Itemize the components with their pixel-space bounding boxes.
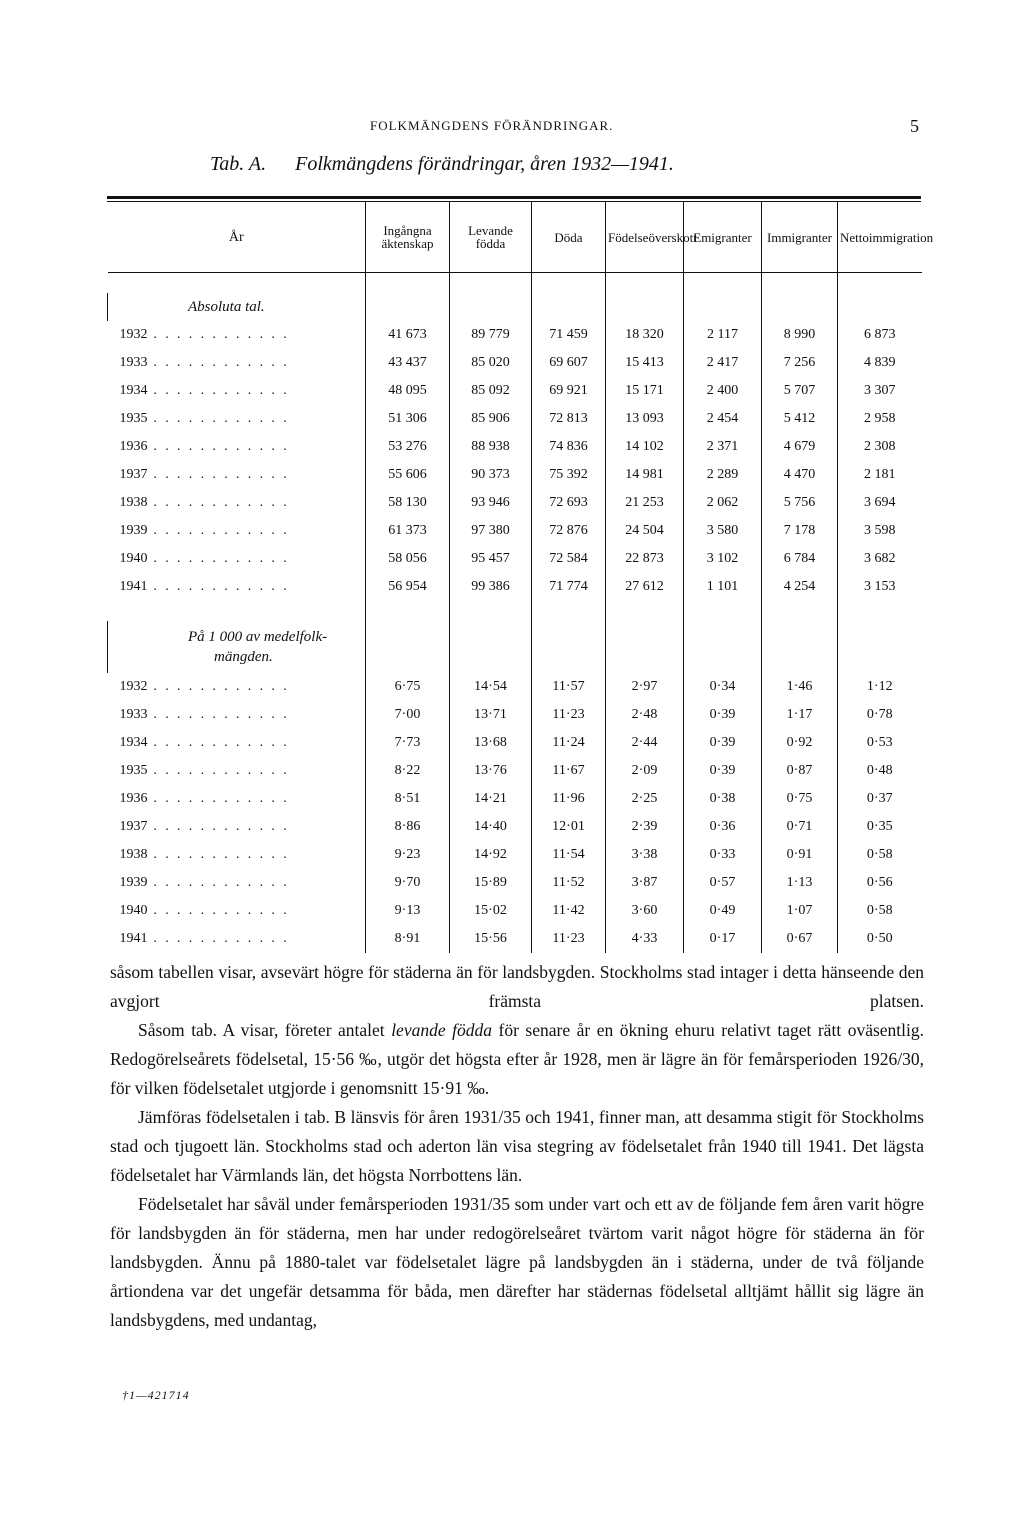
value-cell: 8·86	[366, 813, 450, 841]
per-thousand-rows	[108, 673, 922, 953]
year-cell: 1934 . . . . . . . . . . . .	[119, 383, 290, 398]
year-cell: 1940 . . . . . . . . . . . .	[119, 903, 290, 918]
value-cell: 13 093	[606, 405, 684, 433]
paragraph-1: såsom tabellen visar, avsevärt högre för städerna än för landsbygden. Stockholms stad intager i detta hänseende den avgjort främsta platsen.	[110, 962, 924, 1011]
section-label-per-thousand-1: På 1 000 av medelfolk-	[188, 629, 328, 645]
value-cell: 0·58	[838, 897, 922, 925]
year-cell: 1933 . . . . . . . . . . . .	[119, 707, 290, 722]
value-cell: 14 102	[606, 433, 684, 461]
per_thousand-row	[108, 785, 922, 813]
value-cell: 2·44	[606, 729, 684, 757]
value-cell: 1·17	[762, 701, 838, 729]
value-cell: 14·21	[450, 785, 532, 813]
table-title: Folkmängdens förändringar, åren 1932—1941.	[295, 153, 674, 175]
value-cell: 2 289	[684, 461, 762, 489]
value-cell: 2 371	[684, 433, 762, 461]
value-cell: 0·91	[762, 841, 838, 869]
value-cell: 0·56	[838, 869, 922, 897]
value-cell: 7 256	[762, 349, 838, 377]
col-header-net-immigration: Nettoimmigration	[838, 202, 922, 272]
year-cell: 1941 . . . . . . . . . . . .	[119, 931, 290, 946]
page-header	[0, 116, 1024, 138]
value-cell: 95 457	[450, 545, 532, 573]
absolute-row	[108, 517, 922, 545]
year-label: 1934	[119, 383, 148, 398]
value-cell: 1·07	[762, 897, 838, 925]
per_thousand-row	[108, 925, 922, 953]
value-cell: 2 400	[684, 377, 762, 405]
value-cell: 85 906	[450, 405, 532, 433]
year-cell: 1937 . . . . . . . . . . . .	[119, 819, 290, 834]
year-cell: 1932 . . . . . . . . . . . .	[119, 327, 290, 342]
value-cell: 11·67	[532, 757, 606, 785]
value-cell: 3 307	[838, 377, 922, 405]
value-cell: 1 101	[684, 573, 762, 601]
value-cell: 72 584	[532, 545, 606, 573]
absolute-row	[108, 433, 922, 461]
year-label: 1941	[119, 579, 148, 594]
value-cell: 0·50	[838, 925, 922, 953]
col-header-emigrants: Emigranter	[684, 202, 762, 272]
value-cell: 2·48	[606, 701, 684, 729]
value-cell: 11·24	[532, 729, 606, 757]
value-cell: 14·54	[450, 673, 532, 701]
year-label: 1936	[119, 439, 148, 454]
value-cell: 69 921	[532, 377, 606, 405]
value-cell: 1·12	[838, 673, 922, 701]
value-cell: 4 679	[762, 433, 838, 461]
value-cell: 69 607	[532, 349, 606, 377]
value-cell: 5 756	[762, 489, 838, 517]
value-cell: 0·71	[762, 813, 838, 841]
value-cell: 2 117	[684, 321, 762, 349]
value-cell: 13·71	[450, 701, 532, 729]
year-cell: 1939 . . . . . . . . . . . .	[119, 523, 290, 538]
italic-term: levande födda	[391, 1020, 492, 1040]
value-cell: 3·87	[606, 869, 684, 897]
value-cell: 72 813	[532, 405, 606, 433]
per_thousand-row	[108, 841, 922, 869]
value-cell: 89 779	[450, 321, 532, 349]
year-cell: 1934 . . . . . . . . . . . .	[119, 735, 290, 750]
value-cell: 11·23	[532, 925, 606, 953]
value-cell: 58 056	[366, 545, 450, 573]
value-cell: 5 707	[762, 377, 838, 405]
year-cell: 1933 . . . . . . . . . . . .	[119, 355, 290, 370]
year-label: 1938	[119, 847, 148, 862]
value-cell: 0·57	[684, 869, 762, 897]
value-cell: 12·01	[532, 813, 606, 841]
value-cell: 4 839	[838, 349, 922, 377]
per_thousand-row	[108, 869, 922, 897]
value-cell: 11·54	[532, 841, 606, 869]
value-cell: 0·49	[684, 897, 762, 925]
value-cell: 8 990	[762, 321, 838, 349]
absolute-row	[108, 461, 922, 489]
value-cell: 0·38	[684, 785, 762, 813]
value-cell: 14·92	[450, 841, 532, 869]
value-cell: 4 254	[762, 573, 838, 601]
year-cell: 1938 . . . . . . . . . . . .	[119, 495, 290, 510]
value-cell: 72 876	[532, 517, 606, 545]
section-per-thousand	[108, 621, 922, 673]
year-cell: 1936 . . . . . . . . . . . .	[119, 439, 290, 454]
value-cell: 8·91	[366, 925, 450, 953]
section-label-absolute: Absoluta tal.	[108, 293, 366, 321]
year-label: 1937	[119, 467, 148, 482]
year-cell: 1939 . . . . . . . . . . . .	[119, 875, 290, 890]
value-cell: 2 417	[684, 349, 762, 377]
value-cell: 15·56	[450, 925, 532, 953]
value-cell: 0·87	[762, 757, 838, 785]
table-label: Tab. A.	[210, 153, 267, 175]
value-cell: 7·00	[366, 701, 450, 729]
section-absolute	[108, 293, 922, 321]
value-cell: 6·75	[366, 673, 450, 701]
value-cell: 43 437	[366, 349, 450, 377]
value-cell: 3 153	[838, 573, 922, 601]
value-cell: 2·09	[606, 757, 684, 785]
value-cell: 90 373	[450, 461, 532, 489]
value-cell: 6 784	[762, 545, 838, 573]
value-cell: 11·23	[532, 701, 606, 729]
paragraph-3: Jämföras födelsetalen i tab. B länsvis för åren 1931/35 och 1941, finner man, att desamma stigit för Stockholms stad och tjugoett län. Stockholms stad och aderton län visa stegring av födelsetalet från 1940 till 1941. Det lägsta födelsetalet har Värmlands län, det högsta Norrbottens län.	[110, 1107, 924, 1185]
print-signature: †1—421714	[122, 1388, 190, 1402]
value-cell: 11·42	[532, 897, 606, 925]
value-cell: 2 308	[838, 433, 922, 461]
table-top-rule	[107, 196, 921, 199]
absolute-row	[108, 489, 922, 517]
year-label: 1935	[119, 763, 148, 778]
value-cell: 7 178	[762, 517, 838, 545]
value-cell: 85 020	[450, 349, 532, 377]
col-header-marriages: Ingångna äktenskap	[366, 202, 450, 272]
value-cell: 53 276	[366, 433, 450, 461]
value-cell: 0·92	[762, 729, 838, 757]
value-cell: 0·33	[684, 841, 762, 869]
body-text	[110, 958, 924, 1335]
value-cell: 13·76	[450, 757, 532, 785]
year-cell: 1935 . . . . . . . . . . . .	[119, 763, 290, 778]
absolute-row	[108, 405, 922, 433]
value-cell: 7·73	[366, 729, 450, 757]
absolute-row	[108, 545, 922, 573]
value-cell: 1·13	[762, 869, 838, 897]
col-header-immigrants: Immigranter	[762, 202, 838, 272]
year-cell: 1937 . . . . . . . . . . . .	[119, 467, 290, 482]
year-label: 1938	[119, 495, 148, 510]
value-cell: 55 606	[366, 461, 450, 489]
value-cell: 13·68	[450, 729, 532, 757]
value-cell: 22 873	[606, 545, 684, 573]
value-cell: 1·46	[762, 673, 838, 701]
year-label: 1937	[119, 819, 148, 834]
value-cell: 72 693	[532, 489, 606, 517]
value-cell: 93 946	[450, 489, 532, 517]
value-cell: 4 470	[762, 461, 838, 489]
value-cell: 0·34	[684, 673, 762, 701]
value-cell: 9·13	[366, 897, 450, 925]
per_thousand-row	[108, 757, 922, 785]
value-cell: 74 836	[532, 433, 606, 461]
value-cell: 71 459	[532, 321, 606, 349]
paragraph-4: Födelsetalet har såväl under femårsperioden 1931/35 som under vart och ett av de följande fem åren varit högre för landsbygden än för städerna, men har under redogörelseåret tvärtom varit något högre för städerna än för landsbygden. Ännu på 1880-talet var födelsetalet lägre på landsbygden än i städerna, under de två följande årtiondena var det ungefär detsamma för båda, men därefter har städernas födelsetal alltjämt hållit sig lägre än landsbygdens, med undantag,	[110, 1194, 924, 1330]
value-cell: 6 873	[838, 321, 922, 349]
per_thousand-row	[108, 673, 922, 701]
value-cell: 14·40	[450, 813, 532, 841]
paragraph-2: Såsom tab. A visar, företer antalet levande födda för senare år en ökning ehuru relativt taget rätt oväsentlig. Redogörelseårets födelsetal, 15·56 ‰, utgör det högsta efter år 1928, men är lägre än för femårsperioden 1926/30, för vilken födelsetalet utgjorde i genomsnitt 15·91 ‰.	[110, 1020, 924, 1098]
value-cell: 24 504	[606, 517, 684, 545]
per_thousand-row	[108, 897, 922, 925]
data-table	[107, 202, 934, 953]
value-cell: 2 454	[684, 405, 762, 433]
per_thousand-row	[108, 701, 922, 729]
value-cell: 3 694	[838, 489, 922, 517]
value-cell: 0·75	[762, 785, 838, 813]
value-cell: 3 102	[684, 545, 762, 573]
value-cell: 0·37	[838, 785, 922, 813]
value-cell: 4·33	[606, 925, 684, 953]
page-number: 5	[910, 116, 919, 136]
col-header-year: År	[228, 229, 244, 245]
header-row	[108, 202, 922, 272]
value-cell: 3 580	[684, 517, 762, 545]
year-label: 1935	[119, 411, 148, 426]
value-cell: 0·36	[684, 813, 762, 841]
year-label: 1932	[119, 679, 148, 694]
year-label: 1939	[119, 523, 148, 538]
year-label: 1934	[119, 735, 148, 750]
value-cell: 15 413	[606, 349, 684, 377]
per_thousand-row	[108, 813, 922, 841]
year-label: 1941	[119, 931, 148, 946]
year-label: 1940	[119, 903, 148, 918]
absolute-row	[108, 377, 922, 405]
value-cell: 2·39	[606, 813, 684, 841]
col-header-surplus: Födelseöverskott	[606, 202, 684, 272]
value-cell: 0·67	[762, 925, 838, 953]
value-cell: 75 392	[532, 461, 606, 489]
year-cell: 1940 . . . . . . . . . . . .	[119, 551, 290, 566]
value-cell: 0·48	[838, 757, 922, 785]
col-header-deaths: Döda	[532, 202, 606, 272]
value-cell: 41 673	[366, 321, 450, 349]
absolute-row	[108, 321, 922, 349]
value-cell: 0·17	[684, 925, 762, 953]
col-header-births: Levande födda	[450, 202, 532, 272]
table-body	[108, 273, 922, 321]
value-cell: 8·22	[366, 757, 450, 785]
value-cell: 2·97	[606, 673, 684, 701]
value-cell: 0·39	[684, 701, 762, 729]
value-cell: 71 774	[532, 573, 606, 601]
value-cell: 2·25	[606, 785, 684, 813]
value-cell: 27 612	[606, 573, 684, 601]
value-cell: 11·57	[532, 673, 606, 701]
year-label: 1940	[119, 551, 148, 566]
value-cell: 0·39	[684, 757, 762, 785]
year-cell: 1938 . . . . . . . . . . . .	[119, 847, 290, 862]
year-label: 1933	[119, 707, 148, 722]
year-label: 1936	[119, 791, 148, 806]
value-cell: 0·35	[838, 813, 922, 841]
population-table	[107, 196, 934, 953]
value-cell: 2 181	[838, 461, 922, 489]
value-cell: 56 954	[366, 573, 450, 601]
value-cell: 61 373	[366, 517, 450, 545]
value-cell: 97 380	[450, 517, 532, 545]
value-cell: 2 958	[838, 405, 922, 433]
section-label-per-thousand-2: mängden.	[214, 649, 273, 665]
year-cell: 1941 . . . . . . . . . . . .	[119, 579, 290, 594]
value-cell: 88 938	[450, 433, 532, 461]
absolute-row	[108, 573, 922, 601]
table-caption	[210, 153, 674, 176]
value-cell: 99 386	[450, 573, 532, 601]
value-cell: 15·02	[450, 897, 532, 925]
value-cell: 11·52	[532, 869, 606, 897]
value-cell: 0·78	[838, 701, 922, 729]
value-cell: 3 598	[838, 517, 922, 545]
value-cell: 9·70	[366, 869, 450, 897]
value-cell: 3·38	[606, 841, 684, 869]
value-cell: 14 981	[606, 461, 684, 489]
running-head: FOLKMÄNGDENS FÖRÄNDRINGAR.	[370, 118, 614, 133]
value-cell: 58 130	[366, 489, 450, 517]
value-cell: 0·58	[838, 841, 922, 869]
value-cell: 18 320	[606, 321, 684, 349]
value-cell: 85 092	[450, 377, 532, 405]
value-cell: 3·60	[606, 897, 684, 925]
value-cell: 3 682	[838, 545, 922, 573]
year-cell: 1935 . . . . . . . . . . . .	[119, 411, 290, 426]
value-cell: 51 306	[366, 405, 450, 433]
value-cell: 8·51	[366, 785, 450, 813]
value-cell: 11·96	[532, 785, 606, 813]
year-label: 1933	[119, 355, 148, 370]
value-cell: 48 095	[366, 377, 450, 405]
value-cell: 0·53	[838, 729, 922, 757]
year-cell: 1936 . . . . . . . . . . . .	[119, 791, 290, 806]
value-cell: 2 062	[684, 489, 762, 517]
absolute-row	[108, 349, 922, 377]
value-cell: 5 412	[762, 405, 838, 433]
absolute-rows	[108, 321, 922, 601]
year-label: 1932	[119, 327, 148, 342]
value-cell: 9·23	[366, 841, 450, 869]
year-cell: 1932 . . . . . . . . . . . .	[119, 679, 290, 694]
value-cell: 21 253	[606, 489, 684, 517]
value-cell: 0·39	[684, 729, 762, 757]
value-cell: 15 171	[606, 377, 684, 405]
year-label: 1939	[119, 875, 148, 890]
per_thousand-row	[108, 729, 922, 757]
value-cell: 15·89	[450, 869, 532, 897]
